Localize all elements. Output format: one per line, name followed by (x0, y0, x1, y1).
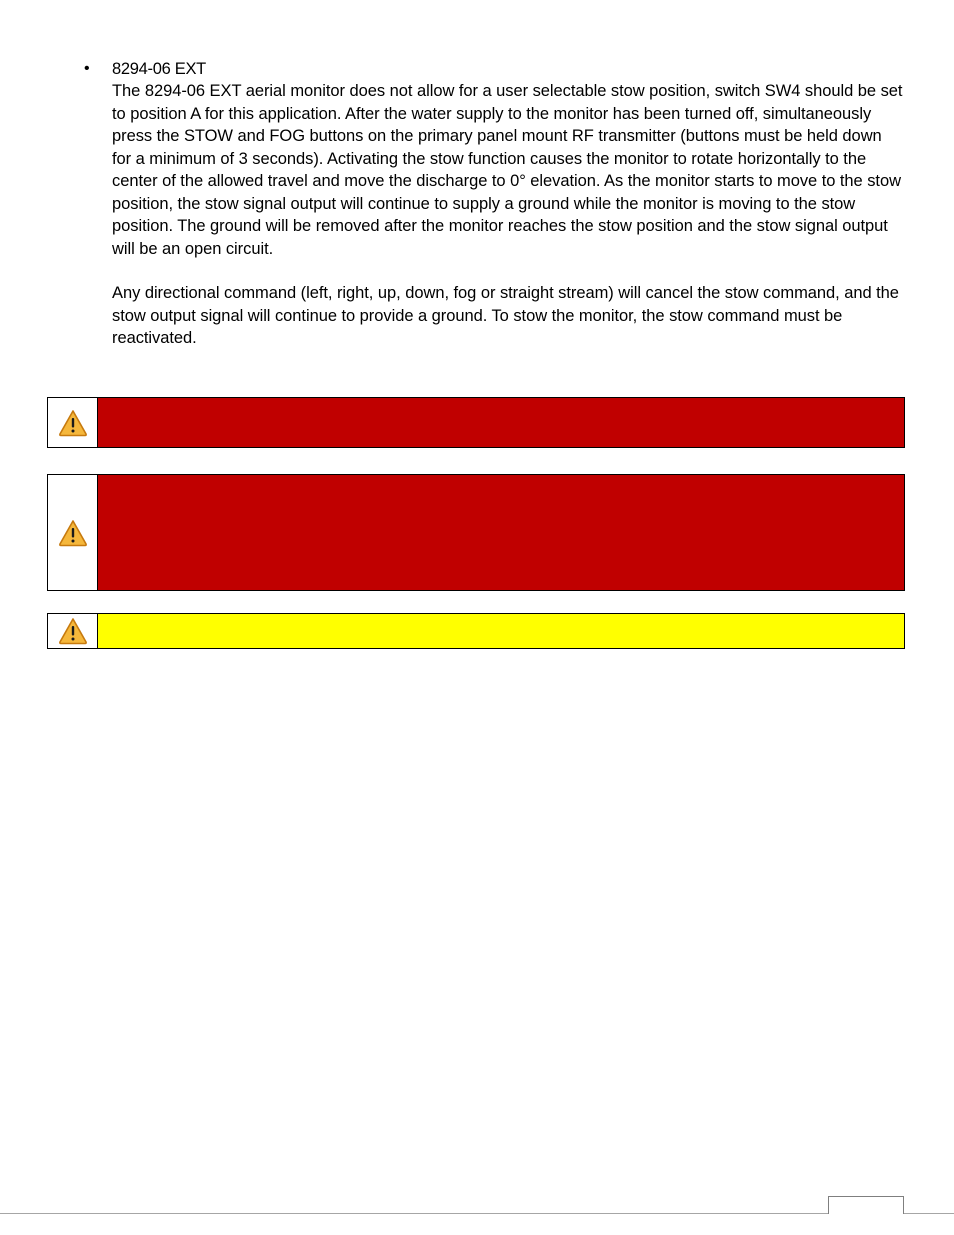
danger-box-2 (47, 474, 905, 591)
warning-icon-cell (48, 475, 98, 590)
caution-box-body (98, 614, 904, 648)
bullet-icon: • (84, 60, 90, 77)
warning-icon-cell (48, 614, 98, 648)
footer-divider (0, 1213, 954, 1214)
section-heading (84, 58, 904, 80)
section-title: 8294-06 EXT (112, 60, 206, 78)
warning-triangle-icon (58, 617, 88, 645)
danger-box-1-body (98, 398, 904, 447)
warning-triangle-icon (58, 409, 88, 437)
stow-section (84, 58, 904, 350)
stow-description-paragraph: The 8294-06 EXT aerial monitor does not allow for a user selectable stow position, switch SW4 should be set to position A for this application. After the water supply to the monitor has been turned off, simultaneously press the STOW and FOG buttons on the primary panel mount RF transmitter (buttons must be held down for a minimum of 3 seconds). Activating the stow function causes the monitor to rotate horizontally to the center of the allowed travel and move the discharge to 0° elevation. As the monitor starts to move to the stow position, the stow signal output will continue to supply a ground while the monitor is moving to the stow position. The ground will be removed after the monitor reaches the stow position and the stow signal output will be an open circuit. (112, 82, 903, 258)
caution-box (47, 613, 905, 649)
warning-triangle-icon (58, 519, 88, 547)
page-number-tab (828, 1196, 904, 1214)
danger-box-1 (47, 397, 905, 448)
stow-cancel-paragraph: Any directional command (left, right, up, down, fog or straight stream) will cancel the stow command, and the stow output signal will continue to provide a ground. To stow the monitor, the stow command must be reactivated. (112, 284, 899, 347)
warning-icon-cell (48, 398, 98, 447)
danger-box-2-body (98, 475, 904, 590)
